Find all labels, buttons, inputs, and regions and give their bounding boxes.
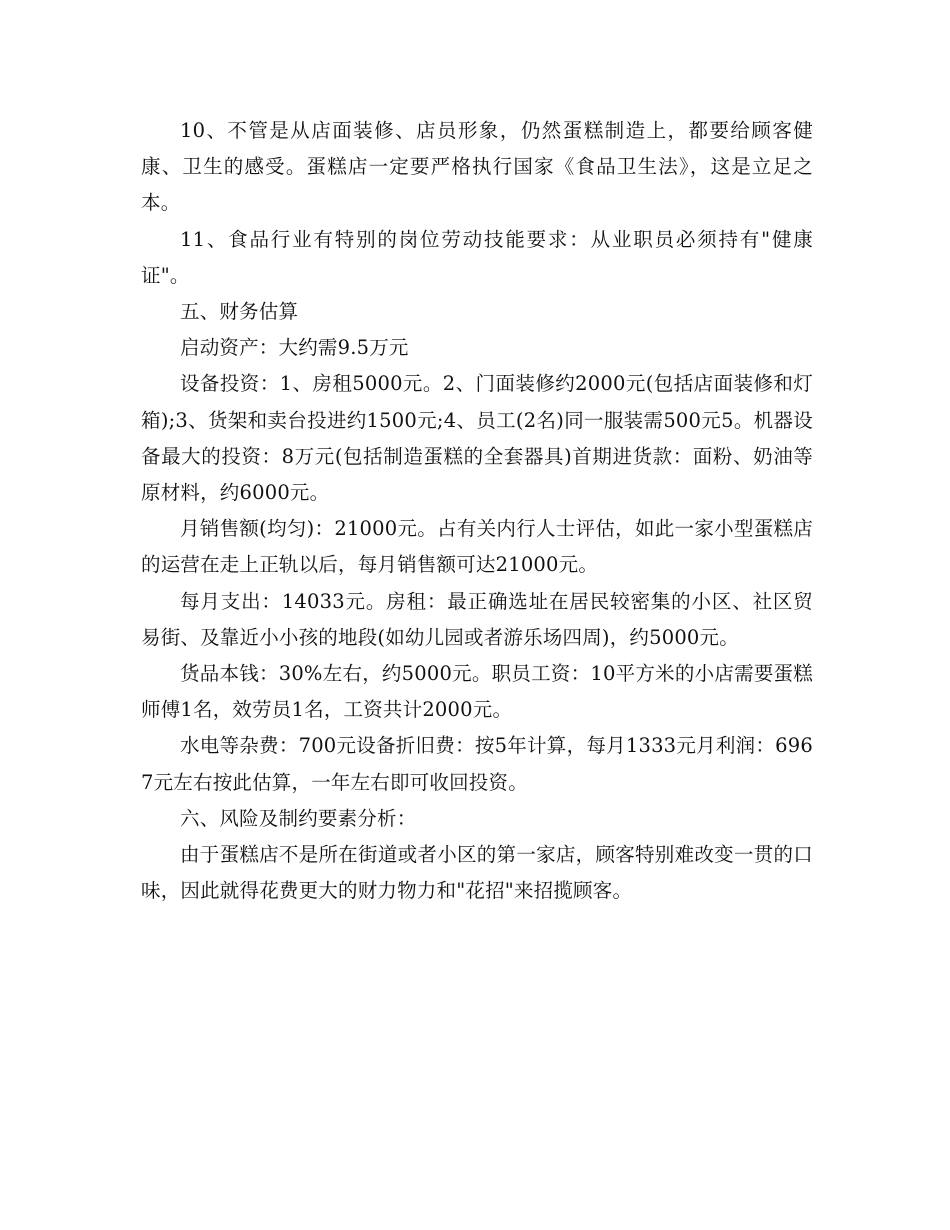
paragraph-risk-details: 由于蛋糕店不是所在街道或者小区的第一家店，顾客特别难改变一贯的口味，因此就得花费更大的财力物力和"花招"来招揽顾客。: [141, 843, 813, 903]
paragraph-hygiene-requirement: 10、不管是从店面装修、店员形象，仍然蛋糕制造上，都要给顾客健康、卫生的感受。蛋糕店一定要严格执行国家《食品卫生法》，这是立足之本。: [141, 119, 813, 215]
paragraph-monthly-expenses: 每月支出：14033元。房租：最正确选址在居民较密集的小区、社区贸易街、及靠近小小孩的地段(如幼儿园或者游乐场四周)，约5000元。: [141, 589, 813, 649]
paragraph-health-certificate: 11、食品行业有特别的岗位劳动技能要求：从业职员必须持有"健康证"。: [141, 227, 813, 287]
paragraph-utilities-and-profit: 水电等杂费：700元设备折旧费：按5年计算，每月1333元月利润：6967元左右按此估算，一年左右即可收回投资。: [141, 734, 813, 794]
document-body: [141, 113, 813, 909]
paragraph-equipment-investment: 设备投资：1、房租5000元。2、门面装修约2000元(包括店面装修和灯箱);3、货架和卖台投进约1500元;4、员工(2名)同一服装需500元5。机器设备最大的投资：8万元(包括制造蛋糕的全套器具)首期进货款：面粉、奶油等原材料，约6000元。: [141, 372, 813, 505]
section-heading-risk-analysis: 六、风险及制约要素分析：: [180, 806, 417, 830]
paragraph-startup-capital: 启动资产：大约需9.5万元: [180, 336, 409, 360]
paragraph-monthly-sales: 月销售额(均匀)：21000元。占有关内行人士评估，如此一家小型蛋糕店的运营在走上正轨以后，每月销售额可达21000元。: [141, 517, 813, 577]
section-heading-financial-estimate: 五、财务估算: [180, 300, 299, 324]
paragraph-cost-and-wages: 货品本钱：30%左右，约5000元。职员工资：10平方米的小店需要蛋糕师傅1名，效劳员1名，工资共计2000元。: [141, 662, 813, 722]
